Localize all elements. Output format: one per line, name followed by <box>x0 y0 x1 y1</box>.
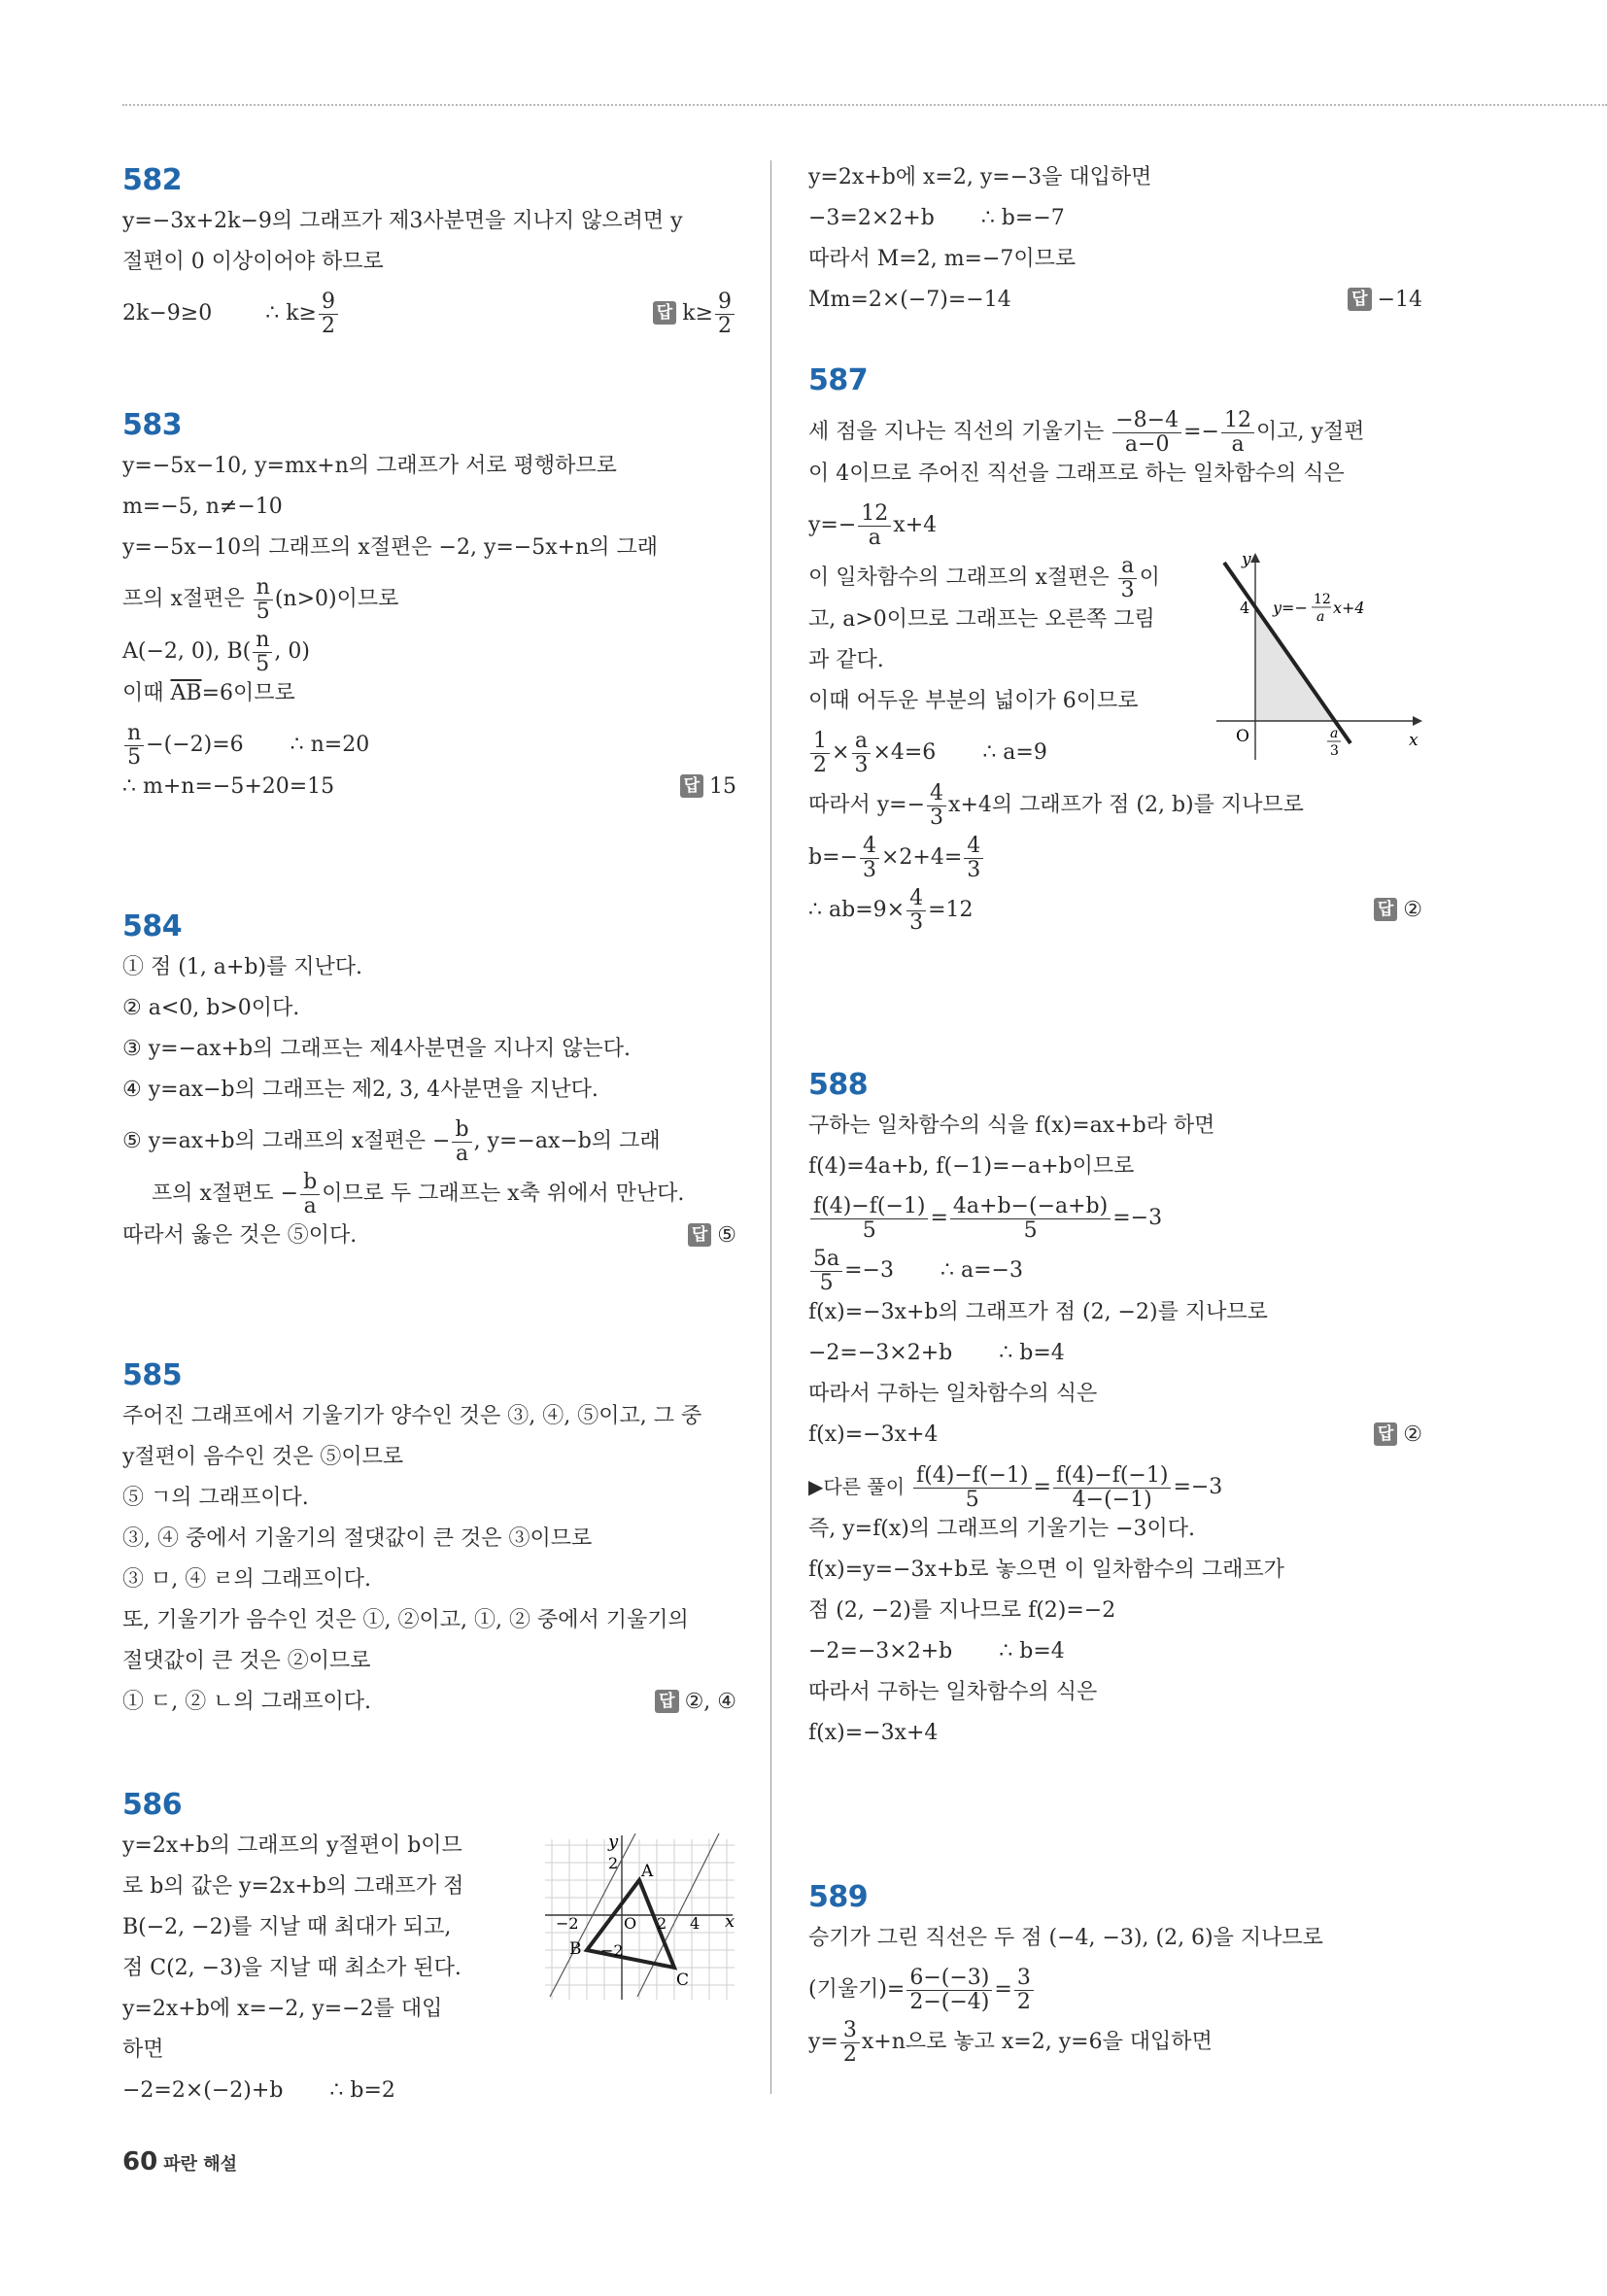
solution-line: 세 점을 지나는 직선의 기울기는 $\frac{-8-4}{a-0}$ =− $\frac{12}{a}$ 이고, y절편 <box>808 407 1365 457</box>
solution-line: B(−2, −2)를 지날 때 최대가 되고, <box>122 1915 452 1939</box>
solution-line: −2=−3×2+b ∴ b=4 <box>808 1341 1065 1365</box>
solution-line: 하면 <box>122 2038 164 2062</box>
solution-line: 로 b의 값은 y=2x+b의 그래프가 점 <box>122 1874 464 1899</box>
answer-badge: 답 <box>1374 1422 1397 1446</box>
answer: 답 −14 <box>1348 286 1422 315</box>
solution-line: m=−5, n≠−10 <box>122 495 283 519</box>
solution-line: $\frac{5a}{5}$ =−3 ∴ a=−3 <box>808 1246 1422 1296</box>
solution-line: ∴ m+n=−5+20=15 답 15 <box>122 772 736 802</box>
column-divider <box>770 160 771 2094</box>
problem-number: 586 <box>122 1788 183 1822</box>
answer-badge: 답 <box>655 1690 678 1713</box>
solution-line: y=2x+b에 x=−2, y=−2를 대입 <box>122 1997 443 2021</box>
problem-number: 589 <box>808 1880 869 1914</box>
x-axis-label: x <box>1409 731 1419 750</box>
problem-583 <box>122 408 736 909</box>
solution-line: 이 4이므로 주어진 직선을 그래프로 하는 일차함수의 식은 <box>808 462 1345 486</box>
solution-line: y=−3x+2k−9의 그래프가 제3사분면을 지나지 않으려면 y <box>122 209 683 233</box>
answer: 답 ②, ④ <box>655 1688 736 1717</box>
page-footer <box>122 2147 237 2176</box>
line-eq-rest: x+4 <box>1333 599 1365 617</box>
problem-587 <box>808 363 1422 1068</box>
graph-587 <box>1216 551 1425 765</box>
solution-line: f(x)=−3x+4 답 ② <box>808 1421 1422 1450</box>
page-number: 60 <box>122 2147 158 2176</box>
answer-badge: 답 <box>1348 288 1371 311</box>
line-equation-label: y=− <box>1273 599 1308 617</box>
solution-line: f(x)=−3x+4 <box>808 1721 939 1745</box>
solution-line: 절댓값이 큰 것은 ②이므로 <box>122 1649 371 1673</box>
point-label-A: A <box>641 1862 654 1881</box>
solution-line: b=− $\frac{4}{3}$ ×2+4= $\frac{4}{3}$ <box>808 833 1422 883</box>
right-column <box>808 163 1422 2070</box>
solution-line: $\frac{n}{5}$ −(−2)=6 ∴ n=20 <box>122 720 736 771</box>
solution-line: (기울기)= $\frac{6-(-3)}{2-(-4)}$ = $\frac{3}{2}$ <box>808 1965 1422 2015</box>
solution-line: ③ ㅁ, ④ ㄹ의 그래프이다. <box>122 1567 371 1592</box>
solution-line: ⑤ y=ax+b의 그래프의 x절편은 − $\frac{b}{a}$ , y=−ax−b의 그래 <box>122 1116 661 1166</box>
solution-line: 프의 x절편도 − $\frac{b}{a}$ 이므로 두 그래프는 x축 위에서 만난다. <box>152 1169 685 1218</box>
solution-line: 즉, y=f(x)의 그래프의 기울기는 −3이다. <box>808 1517 1195 1541</box>
solution-line: 과 같다. <box>808 648 884 672</box>
tick-label: 4 <box>690 1914 701 1933</box>
solution-line: y=−5x−10, y=mx+n의 그래프가 서로 평행하므로 <box>122 454 617 478</box>
answer-badge: 답 <box>1374 898 1397 921</box>
equation: 2k−9≥0 <box>122 301 213 326</box>
problem-588 <box>808 1068 1422 1880</box>
solution-line: y= $\frac{3}{2}$ x+n으로 놓고 x=2, y=6을 대입하면 <box>808 2017 1213 2067</box>
graph-586 <box>540 1830 739 2005</box>
solution-line: 프의 x절편은 $\frac{n}{5}$ (n>0)이므로 <box>122 574 399 624</box>
solution-line: ② a<0, b>0이다. <box>122 996 300 1020</box>
segment-label: $\overline{AB}$ <box>170 681 202 705</box>
problem-number: 585 <box>122 1358 183 1392</box>
conclusion: ∴ k≥ <box>265 301 317 326</box>
fraction: $\frac{9}{2}$ <box>319 291 338 338</box>
solution-line: 따라서 y=− $\frac{4}{3}$ x+4의 그래프가 점 (2, b)를 지나므로 <box>808 780 1304 830</box>
tick-label: 2 <box>608 1854 619 1872</box>
y-intercept-label: 4 <box>1240 599 1250 617</box>
solution-line: y=2x+b의 그래프의 y절편이 b이므 <box>122 1833 462 1858</box>
solution-line: 주어진 그래프에서 기울기가 양수인 것은 ③, ④, ⑤이고, 그 중 <box>122 1404 702 1428</box>
top-dotted-rule <box>122 104 1607 106</box>
solution-line: 점 (2, −2)를 지나므로 f(2)=−2 <box>808 1598 1116 1623</box>
answer-badge: 답 <box>688 1223 711 1247</box>
solution-line: −3=2×2+b ∴ b=−7 <box>808 206 1065 230</box>
answer-badge: 답 <box>653 301 676 325</box>
answer: 답 ② <box>1374 1421 1422 1450</box>
line-eq-num: 12 <box>1314 592 1331 607</box>
answer: 답 ⑤ <box>688 1221 736 1251</box>
solution-line: 고, a>0이므로 그래프는 오른쪽 그림 <box>808 607 1155 632</box>
solution-line: A(−2, 0), B( $\frac{n}{5}$ , 0) <box>122 627 310 676</box>
tick-label: −2 <box>556 1914 579 1933</box>
y-axis-label: y <box>608 1832 619 1852</box>
solution-line: y=−5x−10의 그래프의 x절편은 −2, y=−5x+n의 그래 <box>122 535 659 560</box>
solution-line <box>122 289 736 339</box>
footer-label: 파란 해설 <box>163 2154 238 2175</box>
solution-line: f(x)=−3x+b의 그래프가 점 (2, −2)를 지나므로 <box>808 1300 1268 1324</box>
point-label-B: B <box>569 1939 582 1959</box>
solution-line: ① ㄷ, ② ㄴ의 그래프이다. 답 ②, ④ <box>122 1688 736 1717</box>
origin-label: O <box>1236 727 1249 746</box>
problem-589 <box>808 1880 1422 2068</box>
solution-line: Mm=2×(−7)=−14 답 −14 <box>808 286 1422 315</box>
problem-number: 584 <box>122 909 183 943</box>
problem-number: 582 <box>122 163 183 197</box>
problem-585 <box>122 1358 736 1788</box>
tick-label: 2 <box>657 1914 667 1933</box>
solution-line: 승기가 그린 직선은 두 점 (−4, −3), (2, 6)을 지나므로 <box>808 1926 1323 1950</box>
line-eq-den: a <box>1316 609 1325 625</box>
solution-line: f(4)=4a+b, f(−1)=−a+b이므로 <box>808 1154 1135 1179</box>
solution-line: ③ y=−ax+b의 그래프는 제4사분면을 지나지 않는다. <box>122 1037 632 1061</box>
solution-line: 따라서 구하는 일차함수의 식은 <box>808 1680 1098 1704</box>
solution-line: 점 C(2, −3)을 지날 때 최소가 된다. <box>122 1956 462 1980</box>
solution-line: 이 일차함수의 그래프의 x절편은 $\frac{a}{3}$ 이 <box>808 553 1160 602</box>
alternative-solution-line: ▶다른 풀이 $\frac{f(4)-f(-1)}{5}$ = $\frac{f(4)-f(-1)}{4-(-1)}$ =−3 <box>808 1462 1223 1512</box>
solution-line: −2=−3×2+b ∴ b=4 <box>808 1639 1065 1663</box>
solution-line: 구하는 일차함수의 식을 f(x)=ax+b라 하면 <box>808 1114 1215 1138</box>
solution-line: ∴ ab=9× $\frac{4}{3}$ =12 답 ② <box>808 885 1422 935</box>
solution-line: −2=2×(−2)+b ∴ b=2 <box>122 2078 395 2103</box>
problem-number: 587 <box>808 363 869 397</box>
problem-number: 583 <box>122 408 183 442</box>
problem-584 <box>122 909 736 1358</box>
solution-line: ① 점 (1, a+b)를 지난다. <box>122 955 363 979</box>
answer: 답 k≥ $\frac{9}{2}$ <box>653 289 736 339</box>
tick-label: −2 <box>600 1941 624 1960</box>
solution-line: y=2x+b에 x=2, y=−3을 대입하면 <box>808 165 1152 189</box>
solution-line: ⑤ ㄱ의 그래프이다. <box>122 1486 309 1510</box>
x-axis-label: x <box>725 1911 735 1932</box>
solution-line: 따라서 구하는 일차함수의 식은 <box>808 1382 1098 1406</box>
x-intercept-num: a <box>1330 726 1339 741</box>
answer-badge: 답 <box>680 774 703 798</box>
answer: 답 ② <box>1374 885 1422 936</box>
solution-line: y=− $\frac{12}{a}$ x+4 <box>808 500 938 550</box>
solution-line: 이때 어두운 부분의 넓이가 6이므로 <box>808 689 1139 713</box>
x-intercept-den: 3 <box>1330 743 1339 759</box>
solution-line: $\frac{1}{2}$ × $\frac{a}{3}$ ×4=6 ∴ a=9 <box>808 728 1422 778</box>
left-column <box>122 163 736 2117</box>
answer: 답 15 <box>680 772 736 802</box>
point-label-C: C <box>676 1970 690 1990</box>
solution-line: $\frac{f(4)-f(-1)}{5}$ = $\frac{4a+b-(-a+b)}{5}$ =−3 <box>808 1193 1422 1244</box>
solution-line: ③, ④ 중에서 기울기의 절댓값이 큰 것은 ③이므로 <box>122 1526 593 1551</box>
solution-line: f(x)=y=−3x+b로 놓으면 이 일차함수의 그래프가 <box>808 1558 1284 1582</box>
solution-line: 절편이 0 이상이어야 하므로 <box>122 250 384 274</box>
other-solution-label: ▶다른 풀이 <box>808 1475 906 1498</box>
problem-582 <box>122 163 736 408</box>
problem-586 <box>122 1788 736 2106</box>
solution-line: 또, 기울기가 음수인 것은 ①, ②이고, ①, ② 중에서 기울기의 <box>122 1608 689 1632</box>
solution-line: 따라서 M=2, m=−7이므로 <box>808 247 1077 271</box>
solution-line: 따라서 옳은 것은 ⑤이다. 답 ⑤ <box>122 1221 736 1251</box>
solution-line: y절편이 음수인 것은 ⑤이므로 <box>122 1445 404 1469</box>
origin-label: O <box>624 1914 637 1933</box>
solution-line: 이때 $\overline{AB}=6$이므로 <box>122 681 295 705</box>
y-axis-label: y <box>1242 551 1251 569</box>
problem-number: 588 <box>808 1068 869 1102</box>
problem-586-continued <box>808 163 1422 363</box>
solution-line: ④ y=ax−b의 그래프는 제2, 3, 4사분면을 지난다. <box>122 1078 598 1102</box>
